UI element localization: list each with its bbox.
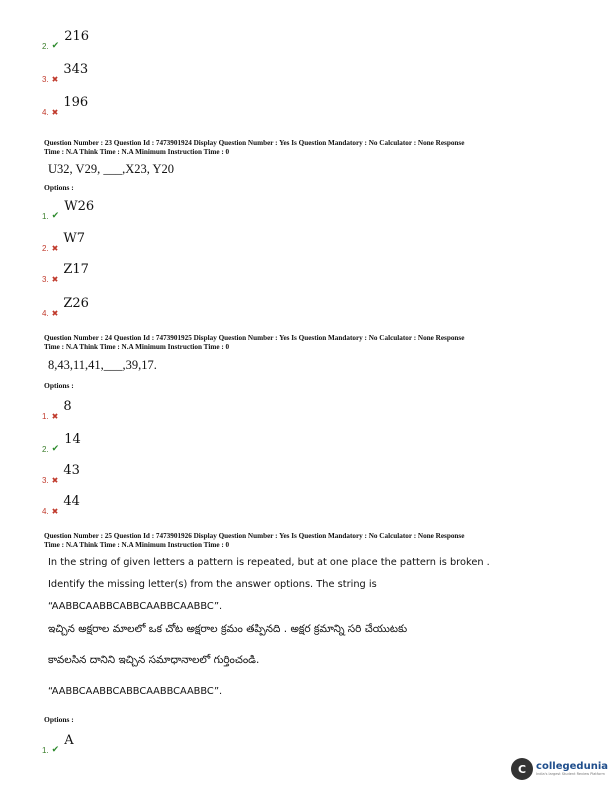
check-icon: ✔ xyxy=(51,745,60,755)
cross-icon: ✖ xyxy=(51,75,59,84)
meta-line: Question Number : 24 Question Id : 7473901925 Display Question Number : Yes Is Question Mandatory : No Calculator : None Response xyxy=(44,334,465,342)
option-value: A xyxy=(64,733,74,748)
q23-options-label: Options : xyxy=(44,183,74,192)
q24-option-4[interactable] xyxy=(42,494,80,516)
meta-line: Time : N.A Think Time : N.A Minimum Instruction Time : 0 xyxy=(44,148,230,156)
cross-icon: ✖ xyxy=(51,309,59,318)
cross-icon: ✖ xyxy=(51,412,59,421)
option-value: 43 xyxy=(63,463,80,478)
meta-line: Time : N.A Think Time : N.A Minimum Instruction Time : 0 xyxy=(44,541,230,549)
option-value: Z17 xyxy=(63,262,89,277)
q23-option-1[interactable] xyxy=(42,199,95,221)
q24-meta xyxy=(44,334,574,352)
q25-string-repeat: “AABBCAABBCABBCAABBCAABBC”. xyxy=(48,686,223,697)
option-number: 2. xyxy=(42,42,49,51)
meta-line: Question Number : 25 Question Id : 7473901926 Display Question Number : Yes Is Question Mandatory : No Calculator : None Response xyxy=(44,532,465,540)
meta-line: Question Number : 23 Question Id : 7473901924 Display Question Number : Yes Is Question Mandatory : No Calculator : None Response xyxy=(44,139,465,147)
q25-meta xyxy=(44,532,574,550)
cross-icon: ✖ xyxy=(51,476,59,485)
option-number: 2. xyxy=(42,244,49,253)
q24-option-3[interactable] xyxy=(42,463,80,485)
q24-option-1[interactable] xyxy=(42,399,72,421)
check-icon: ✔ xyxy=(51,41,60,51)
option-number: 2. xyxy=(42,445,49,454)
q25-telugu-line-1: ఇచ్చిన అక్షరాల మాలలో ఒక చోట అక్షరాల క్రమం తప్పినది . అక్షర క్రమాన్ని సరి చేయుటకు xyxy=(48,623,408,635)
option-value: 343 xyxy=(63,62,89,77)
q24-options-label: Options : xyxy=(44,381,74,390)
q24-question: 8,43,11,41,___,39,17. xyxy=(48,358,157,372)
logo-name: collegedunia xyxy=(536,761,608,772)
logo-tagline: India's largest Student Review Platform xyxy=(536,772,605,776)
option-number: 3. xyxy=(42,275,49,284)
option-number: 1. xyxy=(42,412,49,421)
q22-option-2[interactable] xyxy=(42,29,90,51)
q25-options-label: Options : xyxy=(44,715,74,724)
option-number: 1. xyxy=(42,212,49,221)
q24-option-2[interactable] xyxy=(42,432,81,454)
mascot-icon: C xyxy=(511,758,533,780)
option-value: 216 xyxy=(64,29,90,44)
option-number: 1. xyxy=(42,746,49,755)
cross-icon: ✖ xyxy=(51,507,59,516)
q23-option-2[interactable] xyxy=(42,231,86,253)
cross-icon: ✖ xyxy=(51,275,59,284)
option-value: W7 xyxy=(63,231,86,246)
q22-option-4[interactable] xyxy=(42,95,89,117)
option-number: 4. xyxy=(42,507,49,516)
check-icon: ✔ xyxy=(51,444,60,454)
q23-meta xyxy=(44,139,574,157)
q25-telugu-line-2: కావలసిన దానిని ఇచ్చిన సమాధానాలలో గుర్తించండి. xyxy=(48,654,260,666)
option-value: W26 xyxy=(64,199,95,214)
option-number: 4. xyxy=(42,309,49,318)
q25-string: “AABBCAABBCABBCAABBCAABBC”. xyxy=(48,601,223,612)
q23-question: U32, V29, ___,X23, Y20 xyxy=(48,162,175,176)
cross-icon: ✖ xyxy=(51,244,59,253)
q23-option-3[interactable] xyxy=(42,262,89,284)
q25-option-1[interactable] xyxy=(42,733,74,755)
q23-option-4[interactable] xyxy=(42,296,89,318)
option-value: 196 xyxy=(63,95,89,110)
meta-line: Time : N.A Think Time : N.A Minimum Instruction Time : 0 xyxy=(44,343,230,351)
option-value: 8 xyxy=(63,399,72,414)
q25-text-line-2: Identify the missing letter(s) from the answer options. The string is xyxy=(48,579,377,590)
option-number: 3. xyxy=(42,75,49,84)
check-icon: ✔ xyxy=(51,211,60,221)
option-value: Z26 xyxy=(63,296,89,311)
option-number: 3. xyxy=(42,476,49,485)
option-value: 44 xyxy=(63,494,80,509)
q22-option-3[interactable] xyxy=(42,62,89,84)
option-number: 4. xyxy=(42,108,49,117)
cross-icon: ✖ xyxy=(51,108,59,117)
option-value: 14 xyxy=(64,432,81,447)
collegedunia-logo xyxy=(511,758,608,780)
q25-text-line-1: In the string of given letters a pattern is repeated, but at one place the pattern is broken . xyxy=(48,557,490,568)
